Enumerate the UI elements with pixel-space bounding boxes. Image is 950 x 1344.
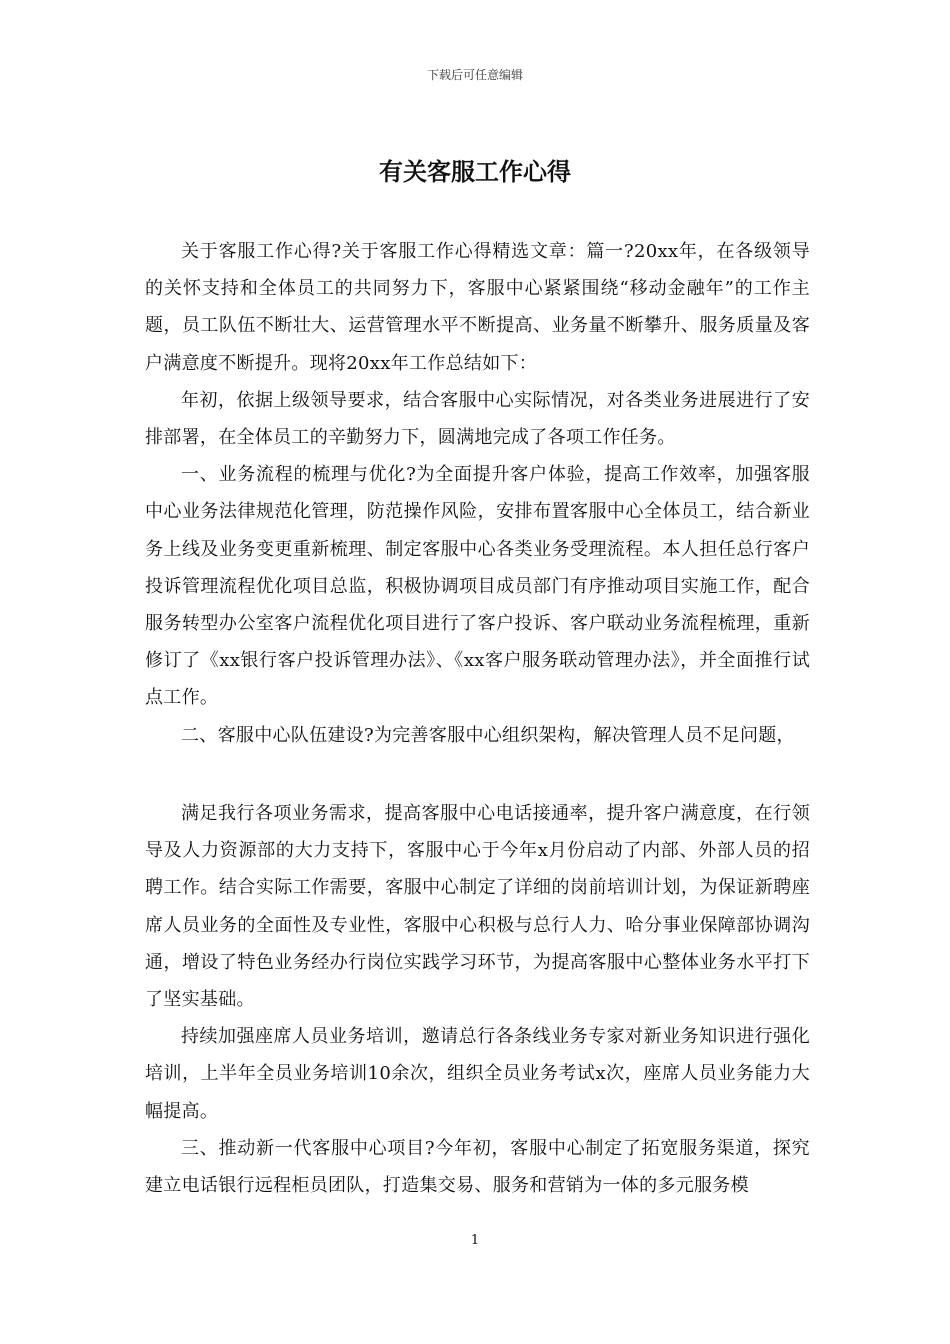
- header-note: 下载后可任意编辑: [426, 68, 523, 82]
- paragraph: 二、客服中心队伍建设?为完善客服中心组织架构，解决管理人员不足问题，: [181, 724, 795, 746]
- page-number: 1: [470, 1233, 480, 1248]
- paragraph: 三、推动新一代客服中心项目?今年初，客服中心制定了拓宽服务渠道，探究建立电话银行远程柜员团队，打造集交易、服务和营销为一体的多元服务模: [145, 1137, 810, 1197]
- paragraph: 持续加强座席人员业务培训，邀请总行各条线业务专家对新业务知识进行强化培训，上半年全员业务培训10余次，组织全员业务考试x次，座席人员业务能力大幅提高。: [145, 1026, 810, 1122]
- paragraph: 满足我行各项业务需求，提高客服中心电话接通率，提升客户满意度，在行领导及人力资源部的大力支持下，客服中心于今年x月份启动了内部、外部人员的招聘工作。结合实际工作需要，客服中心制定了详细的岗前培训计划，为保证新聘座席人员业务的全面性及专业性，客服中心积极与总行人力、哈分事业保障部协调沟通，增设了特色业务经办行岗位实践学习环节，为提高客服中心整体业务水平打下了坚实基础。: [145, 803, 810, 1011]
- paragraph: 年初，依据上级领导要求，结合客服中心实际情况，对各类业务进展进行了安排部署，在全体员工的辛勤努力下，圆满地完成了各项工作任务。: [145, 389, 810, 449]
- body-block-top: [145, 233, 810, 754]
- paragraph: 关于客服工作心得?关于客服工作心得精选文章：篇一?20xx年，在各级领导的关怀支持和全体员工的共同努力下，客服中心紧紧围绕“移动金融年”的工作主题，员工队伍不断壮大、运营管理水平不断提高、业务量不断攀升、服务质量及客户满意度不断提升。现将20xx年工作总结如下：: [145, 241, 810, 374]
- paragraph: 一、业务流程的梳理与优化?为全面提升客户体验，提高工作效率，加强客服中心业务法律规范化管理，防范操作风险，安排布置客服中心全体员工，结合新业务上线及业务变更重新梳理、制定客服中心各类业务受理流程。本人担任总行客户投诉管理流程优化项目总监，积极协调项目成员部门有序推动项目实施工作，配合服务转型办公室客户流程优化项目进行了客户投诉、客户联动业务流程梳理，重新修订了《xx银行客户投诉管理办法》、《xx客户服务联动管理办法》，并全面推行试点工作。: [145, 464, 810, 709]
- document-title: 有关客服工作心得: [379, 157, 571, 186]
- body-block-bottom: [145, 795, 810, 1204]
